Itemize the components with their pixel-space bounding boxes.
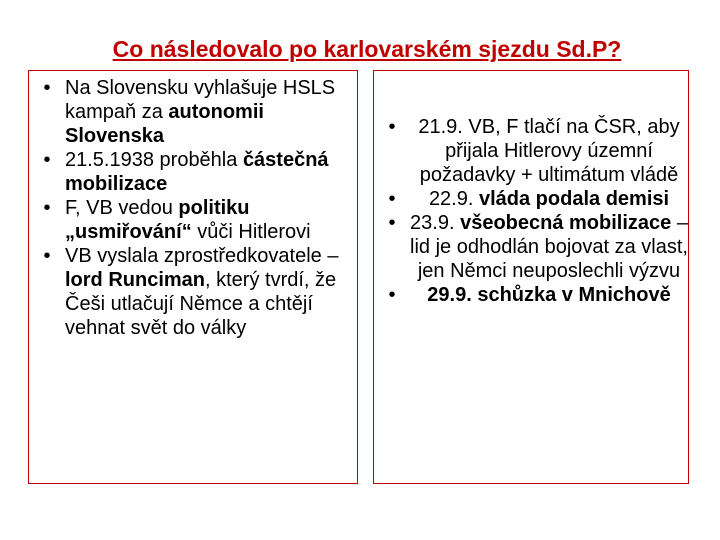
bullet-item bbox=[37, 76, 357, 148]
bold-text-segment: všeobecná mobilizace bbox=[460, 212, 672, 234]
text-segment: , který tvrdí, že Češi utlačují Němce a chtějí vehnat svět do války bbox=[65, 269, 337, 339]
bullet-marker: • bbox=[43, 77, 51, 99]
bullet-item bbox=[382, 211, 688, 283]
bold-text-segment: politiku „usmiřování“ bbox=[65, 197, 250, 243]
bullet-item bbox=[37, 196, 357, 244]
bullet-marker: • bbox=[388, 212, 396, 234]
bullet-marker: • bbox=[388, 188, 396, 210]
right-bullet-list bbox=[382, 115, 688, 307]
bullet-text bbox=[410, 283, 688, 307]
bullet-marker: • bbox=[388, 116, 396, 138]
bold-text-segment: částečná mobilizace bbox=[65, 149, 329, 195]
bullet-text bbox=[410, 115, 688, 187]
bold-text-segment: vláda podala demisi bbox=[478, 188, 670, 210]
bullet-text bbox=[65, 245, 338, 339]
slide-title: Co následovalo po karlovarském sjezdu Sd.P? bbox=[112, 36, 622, 62]
bold-text-segment: autonomii Slovenska bbox=[65, 101, 264, 147]
bullet-item bbox=[37, 148, 357, 196]
bullet-item bbox=[382, 187, 688, 211]
bullet-item bbox=[37, 244, 357, 340]
bullet-text bbox=[65, 77, 335, 147]
text-segment: vůči Hitlerovi bbox=[191, 221, 311, 243]
bullet-marker: • bbox=[43, 149, 51, 171]
bullet-text bbox=[65, 197, 311, 243]
bullet-text bbox=[410, 187, 688, 211]
text-segment: Na Slovensku vyhlašuje HSLS kampaň za bbox=[65, 77, 336, 123]
bullet-marker: • bbox=[43, 197, 51, 219]
text-segment: – lid je odhodlán bojovat za vlast, jen Němci neuposlechli výzvu bbox=[410, 212, 688, 282]
text-segment: 21.5.1938 proběhla bbox=[65, 149, 243, 171]
text-segment: 23.9. bbox=[410, 212, 461, 234]
bullet-item bbox=[382, 283, 688, 307]
bold-text-segment: lord Runciman bbox=[65, 269, 206, 291]
left-text-box bbox=[28, 70, 358, 484]
right-text-box bbox=[373, 70, 689, 484]
bullet-marker: • bbox=[388, 284, 396, 306]
bullet-marker: • bbox=[43, 245, 51, 267]
text-segment: VB vyslala zprostředkovatele – bbox=[65, 245, 339, 267]
bullet-text bbox=[65, 149, 329, 195]
bold-text-segment: 29.9. schůzka v Mnichově bbox=[427, 284, 671, 306]
text-segment: 21.9. VB, F tlačí na ČSR, aby přijala Hitlerovy územní požadavky + ultimátum vládě bbox=[418, 116, 680, 186]
left-bullet-list bbox=[37, 76, 357, 340]
bullet-item bbox=[382, 115, 688, 187]
bullet-text bbox=[410, 211, 688, 283]
text-segment: 22.9. bbox=[428, 188, 479, 210]
text-segment: F, VB vedou bbox=[65, 197, 179, 219]
